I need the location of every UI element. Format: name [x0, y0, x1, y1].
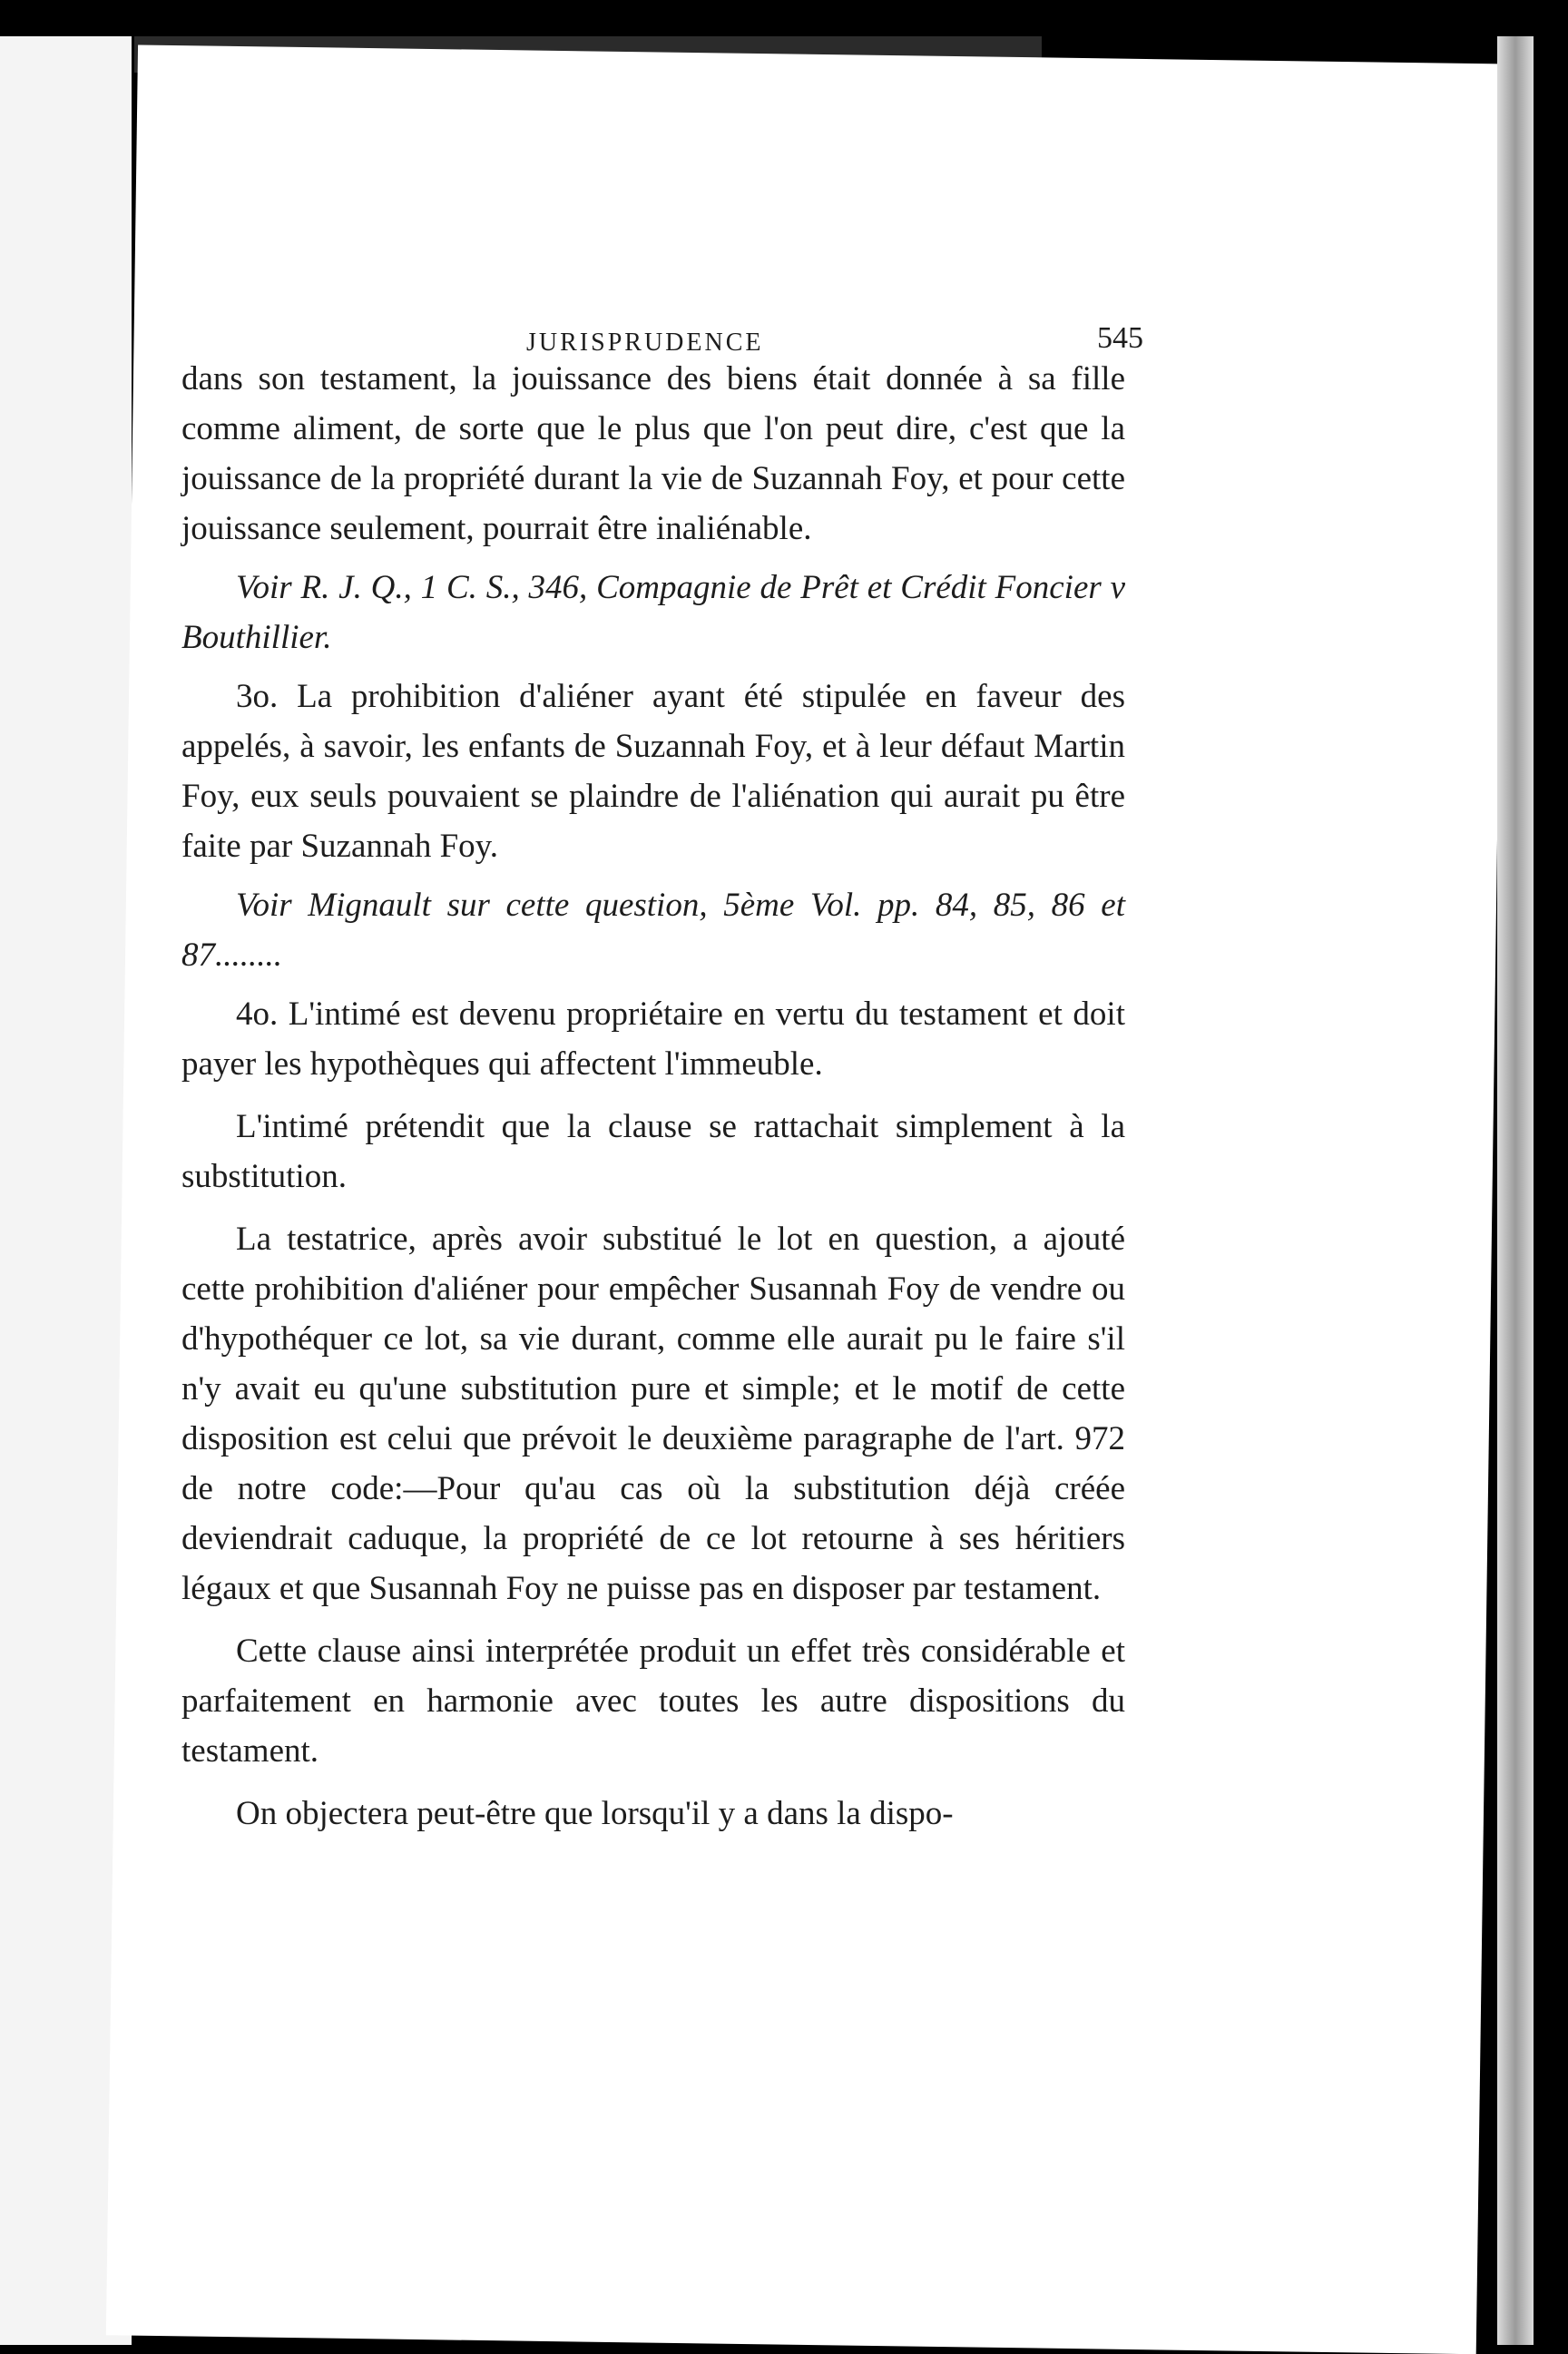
paragraph-point-3: 3o. La prohibition d'aliéner ayant été stipulée en faveur des appelés, à savoir, les enfants de Suzannah Foy, et à leur défaut Martin Foy, eux seuls pouvaient se plaindre de l'aliénation qui aurait pu être faite par Suzannah Foy.	[181, 678, 1125, 865]
citation-rjq: Voir R. J. Q., 1 C. S., 346, Compagnie de Prêt et Crédit Foncier v Bouthillier.	[181, 569, 1125, 656]
citation-mignault: Voir Mignault sur cette question, 5ème Vol. pp. 84, 85, 86 et 87........	[181, 887, 1125, 974]
page-content	[181, 299, 1143, 1839]
paragraph-intime: L'intimé prétendit que la clause se rattachait simplement à la substitution.	[181, 1108, 1125, 1195]
running-head: JURISPRUDENCE	[526, 329, 764, 357]
page-header	[181, 299, 1143, 357]
page-number: 545	[1097, 321, 1143, 355]
page-fore-edge	[1497, 36, 1534, 2345]
paragraph-objection: On objectera peut-être que lorsqu'il y a dans la dispo-	[236, 1795, 954, 1832]
paragraph-clause: Cette clause ainsi interprétée produit un effet très considérable et parfaitement en harmonie avec toutes les autre dispositions du testament.	[181, 1633, 1125, 1770]
paragraph-testatrice: La testatrice, après avoir substitué le lot en question, a ajouté cette prohibition d'aliéner pour empêcher Susannah Foy de vendre ou d'hypothéquer ce lot, sa vie durant, comme elle aurait pu le faire s'il n'y avait eu qu'une substitution pure et simple; et le motif de cette disposition est celui que prévoit le deuxième paragraphe de l'art. 972 de notre code:—Pour qu'au cas où la substitution déjà créée deviendrait caduque, la propriété de ce lot retourne à ses héritiers légaux et que Susannah Foy ne puisse pas en disposer par testament.	[181, 1221, 1125, 1607]
paragraph-continuation: dans son testament, la jouissance des biens était donnée à sa fille comme aliment, de sorte que le plus que l'on peut dire, c'est que la jouissance de la propriété durant la vie de Suzannah Foy, et pour cette jouissance seulement, pourrait être inaliénable.	[181, 360, 1125, 547]
paragraph-point-4: 4o. L'intimé est devenu propriétaire en vertu du testament et doit payer les hypothèques qui affectent l'immeuble.	[181, 996, 1125, 1083]
